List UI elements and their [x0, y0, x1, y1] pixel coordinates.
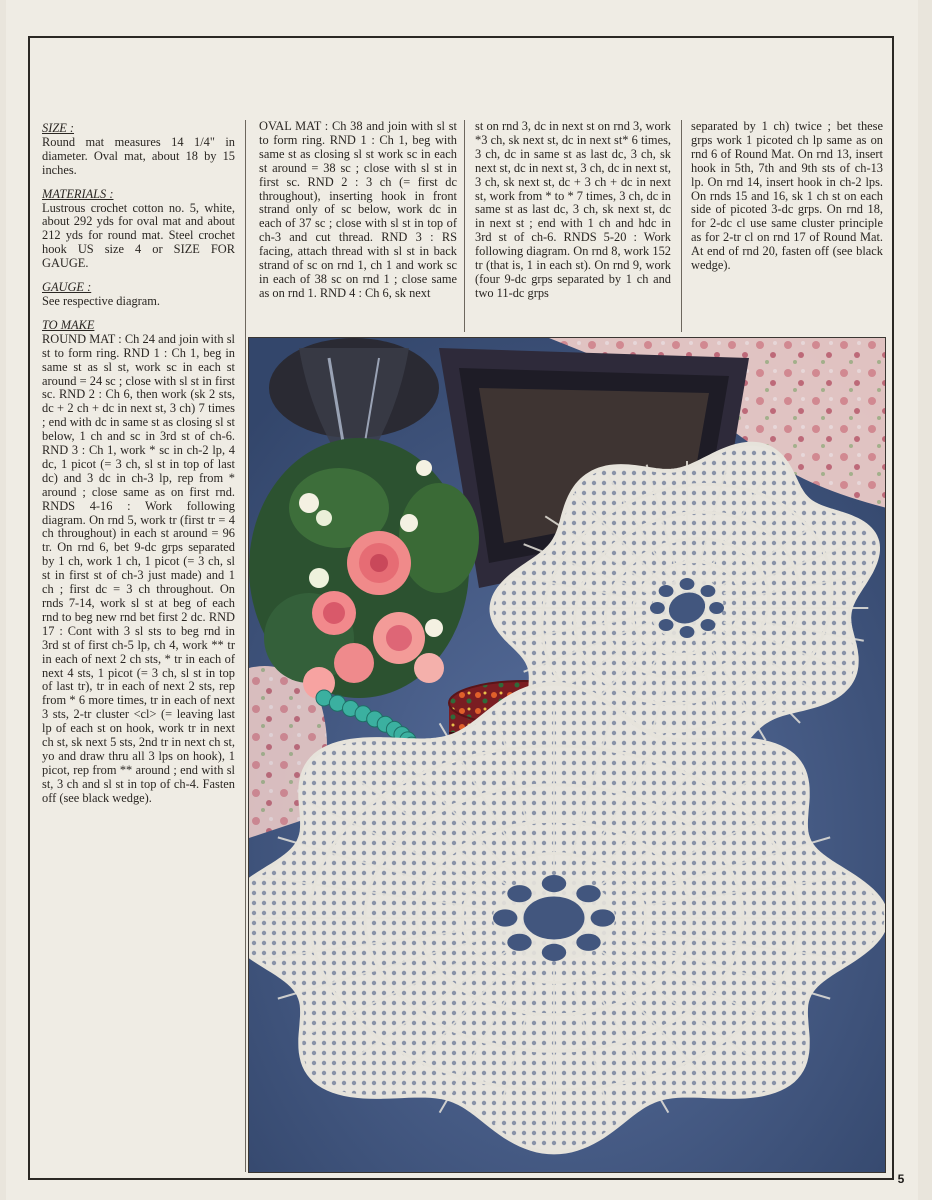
size-text: Round mat measures 14 1/4" in diameter. Oval mat, about 18 by 15 inches. — [42, 134, 235, 177]
column-4 — [691, 120, 883, 273]
oval-mat-instructions: OVAL MAT : Ch 38 and join with sl st to form ring. RND 1 : Ch 1, beg with same st as closing sl st work sc in each st around = 38 sc ; close with sl st in first sc. RND 2 : 3 ch (= first dc throughout), inserting hook in front strand only of sc below, work dc in each of 37 sc ; close with sl st in top of ch-3 and cut thread. RND 3 : RS facing, attach thread with sl st in back strand of sc on rnd 1, ch 1 and work sc in each of 38 sc on rnd 1 ; close same as on rnd 1. RND 4 : Ch 6, sk next — [259, 119, 457, 300]
round-mat-instructions: ROUND MAT : Ch 24 and join with sl st to form ring. RND 1 : Ch 1, beg in same st as sl st, work sc in each st around = 24 sc ; close with sl st in first sc. RND 2 : Ch 6, then work (sk 2 sts, dc + 2 ch + dc in next st, 3 ch) 7 times ; end with dc in same st as closing sl st below, 1 ch and sc in 3rd st of ch-6. RND 3 : Ch 1, work * sc in ch-2 lp, 4 dc, 1 picot (= 3 ch, sl st in top of last dc) and 3 dc in ch-3 lp, rep from * around ; close same as on first rnd. RNDS 4-16 : Work following diagram. On rnd 5, work tr (first tr = 4 ch throughout) in each st around = 96 tr. On rnd 6, bet 9-dc grps separated by 1 ch, work 1 ch, 1 picot (= 3 ch, sl st in first st of ch-3 just made) and 1 ch ; first dc = 3 ch throughout. On rnds 7-14, work sl st at beg of each rnd to beg new rnd bet first 2 dc. RND 17 : Cont with 3 sl sts to beg rnd in 3rd st of first ch-5 lp, ch 4, work ** tr in each of next 2 ch sts, * tr in each of next 4 sts, 1 picot (= 3 ch, sl st in top of last tr), tr in each of next 2 sts, rep from * 6 more times, tr in each of next 3 sts, 2-tr cluster <cl> (= leaving last lp of each st on hook, work tr in next ch st, sk next 5 sts, 2nd tr in next ch st, yo and draw thru all 3 lps on hook), 1 picot, rep from ** around ; end with sl st, 3 ch and sl st in top of ch-4. Fasten off (see black wedge). — [42, 331, 235, 805]
column-1 — [42, 122, 235, 816]
column-3 — [475, 120, 671, 301]
round-doily — [249, 684, 886, 1153]
column-divider — [245, 120, 246, 1172]
page-number: 5 — [897, 1172, 905, 1186]
materials-text: Lustrous crochet cotton no. 5, white, about 292 yds for oval mat and about 212 yds for round mat. Steel crochet hook US size 4 or SIZE FOR GAUGE. — [42, 200, 235, 271]
oval-mat-instructions-end: separated by 1 ch) twice ; bet these grps work 1 picoted ch lp same as on rnd 6 of Round Mat. On rnd 13, insert hook in 5th, 7th and 9th sts of ch-13 lp. On rnd 14, insert hook in ch-2 lps. On rnds 15 and 16, sk 1 ch st on each side of picoted 3-dc grps. On rnd 18, for 2-dc cl use same cluster principle as for 2-tr cl on rnd 17 of Round Mat. At end of rnd 20, fasten off (see black wedge). — [691, 119, 883, 273]
gauge-text: See respective diagram. — [42, 293, 161, 308]
gauge-heading: GAUGE : — [42, 280, 92, 295]
oval-mat-instructions-cont: st on rnd 3, dc in next st on rnd 3, work *3 ch, sk next st, dc in next st* 6 times, 3 ch, dc in same st as last dc, 3 ch, sk next st, dc in next st, 3 ch, dc in next st, 3 ch, sk next st, dc + 3 ch + dc in next st, work from * to * 7 times, 3 ch, dc in same st as last dc, 3 ch, sk next st, dc in next st ; end with 1 ch and hdc in 3rd st of ch-6. RNDS 5-20 : Work following diagram. On rnd 8, work 152 tr (that is, 1 in each st). On rnd 9, work (four 9-dc grps separated by 1 ch and two 11-dc grps — [475, 119, 671, 300]
to-make-heading: TO MAKE — [42, 317, 95, 332]
column-divider — [464, 120, 465, 332]
materials-heading: MATERIALS : — [42, 186, 114, 201]
column-2 — [259, 120, 457, 301]
column-divider — [681, 120, 682, 332]
size-heading: SIZE : — [42, 121, 75, 135]
doily-photo — [248, 337, 886, 1173]
